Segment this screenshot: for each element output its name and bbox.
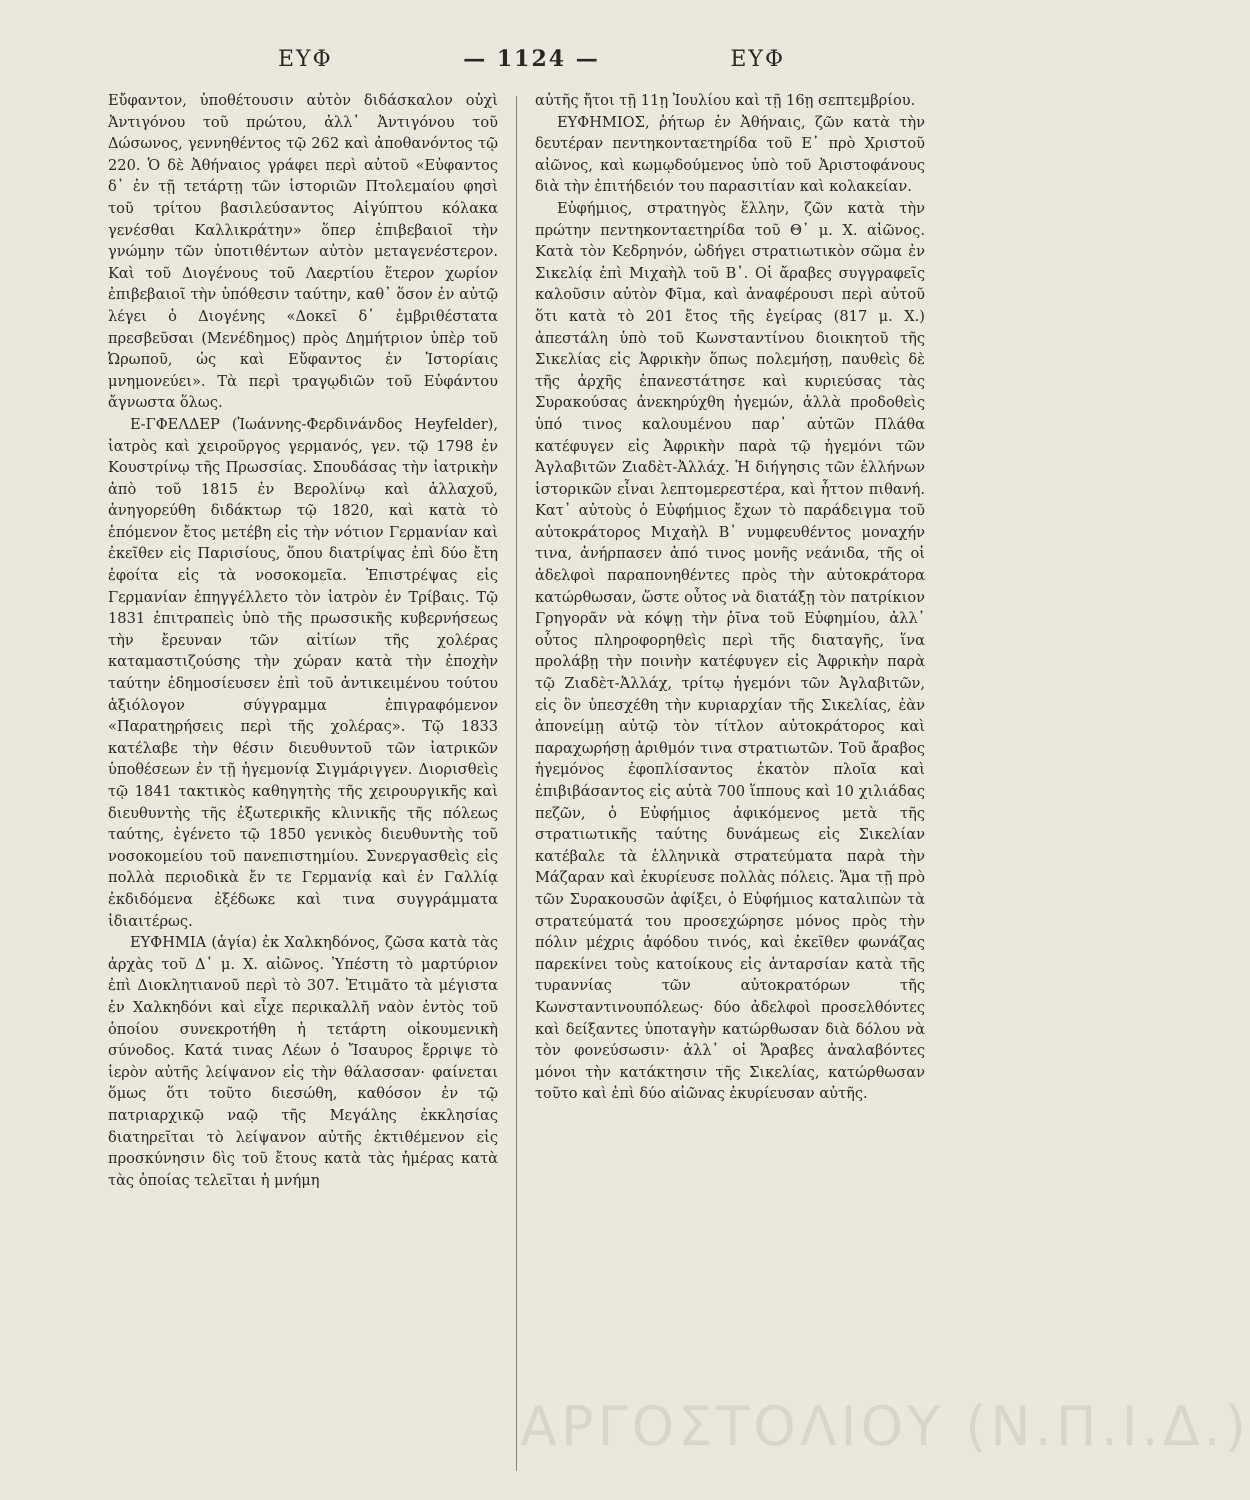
paragraph: Εὐφήμιος, στρατηγὸς ἕλλην, ζῶν κατὰ τὴν πρώτην πεντηκονταετηρίδα τοῦ Θ᾽ μ. Χ. αἰῶνος. Κατὰ τὸν Κεδρηνόν, ὡδήγει στρατιωτικὸν σῶμα ἐν Σικελίᾳ ἐπὶ Μιχαὴλ τοῦ Β᾽. Οἱ ἄραβες συγγραφεῖς καλοῦσιν αὐτὸν Φῖμα, καὶ ἀναφέρουσι περὶ αὐτοῦ ὅτι κατὰ τὸ 201 ἔτος τῆς ἐγείρας (817 μ. Χ.) ἀπεστάλη ὑπὸ τοῦ Κωνσταντίνου διοικητοῦ τῆς Σικελίας εἰς Ἀφρικὴν ὅπως πολεμήσῃ, παυθεὶς δὲ τῆς ἀρχῆς ἐπανεστάτησε καὶ κυριεύσας τὰς Συρακούσας ἀνεκηρύχθη ἡγεμών, ἀλλὰ προδοθεὶς ὑπό τινος καλουμένου παρ᾽ αὐτῶν Πλάθα κατέφυγεν εἰς Ἀφρικὴν παρὰ τῷ ἡγεμόνι τῶν Ἀγλαβιτῶν Ζιαδὲτ-Ἀλλάχ. Ἡ διήγησις τῶν ἑλλήνων ἱστορικῶν εἶναι λεπτομερεστέρα, καὶ ἧττον πιθανή. Κατ᾽ αὐτοὺς ὁ Εὐφήμιος ἔχων τὸ παράδειγμα τοῦ αὐτοκράτορος Μιχαὴλ Β᾽ νυμφευθέντος μοναχήν τινα, ἀνήρπασεν ἀπό τινος μονῆς νεάνιδα, τῆς οἱ ἀδελφοὶ παραπονηθέντες πρὸς τὴν αὐτοκράτορα κατώρθωσαν, ὥστε οὗτος νὰ διατάξῃ τὸν πατρίκιον Γρηγορᾶν νὰ κόψῃ τὴν ῥῖνα τοῦ Εὐφημίου, ἀλλ᾽ οὗτος πληροφορηθεὶς περὶ τῆς διαταγῆς, ἵνα προλάβῃ τὴν ποινὴν κατέφυγεν εἰς Ἀφρικὴν παρὰ τῷ Ζιαδὲτ-Ἀλλάχ, τρίτῳ ἡγεμόνι τῶν Ἀγλαβιτῶν, εἰς ὃν ὑπεσχέθη τὴν κυριαρχίαν τῆς Σικελίας, ἐὰν ἀπονείμῃ αὐτῷ τὸν τίτλον αὐτοκράτορος καὶ παραχωρήσῃ ἀριθμόν τινα στρατιωτῶν. Τοῦ ἄραβος ἡγεμόνος ἐφοπλίσαντος ἑκατὸν πλοῖα καὶ ἐπιβιβάσαντος εἰς αὐτὰ 700 ἵππους καὶ 10 χιλιάδας πεζῶν, ὁ Εὐφήμιος ἀφικόμενος μετὰ τῆς στρατιωτικῆς ταύτης δυνάμεως εἰς Σικελίαν κατέβαλε τὰ ἑλληνικὰ στρατεύματα παρὰ τὴν Μάζαραν καὶ ἐκυρίευσε πολλὰς πόλεις. Ἅμα τῇ πρὸ τῶν Συρακουσῶν ἀφίξει, ὁ Εὐφήμιος καταλιπὼν τὰ στρατεύματά του προσεχώρησε μόνος πρὸς τὴν πόλιν μέχρις ἀφόδου τινός, καὶ ἐκεῖθεν φωνάζας παρεκίνει τοὺς κατοίκους εἰς ἀνταρσίαν κατὰ τῆς τυραννίας τῶν αὐτοκρατόρων τῆς Κωνσταντινουπόλεως· δύο ἀδελφοὶ προσελθόντες καὶ δείξαντες ὑποταγὴν κατώρθωσαν διὰ δόλου νὰ τὸν φονεύσωσιν· ἀλλ᾽ οἱ Ἄραβες ἀναλαβόντες μόνοι τὴν κατάκτησιν τῆς Σικελίας, κατώρθωσαν τοῦτο καὶ ἐπὶ δύο αἰῶνας ἐκυρίευσαν αὐτῆς. [534, 199, 925, 1103]
paragraph: αὐτῆς ἤτοι τῇ 11ῃ Ἰουλίου καὶ τῇ 16ῃ σεπτεμβρίου. [534, 92, 916, 109]
library-watermark: ΑΡΓΟΣΤΟΛΙΟΥ (Ν.Π.Ι.Δ.) [520, 1395, 1250, 1458]
right-column [535, 90, 925, 1480]
paragraph: Ε-ΓΦΕΛΔΕΡ (Ἰωάννης-Φερδινάνδος Heyfelder), ἰατρὸς καὶ χειροῦργος γερμανός, γεν. τῷ 1798 ἐν Κουστρίνῳ τῆς Πρωσσίας. Σπουδάσας τὴν ἰατρικὴν ἀπὸ τοῦ 1815 ἐν Βερολίνῳ καὶ ἀλλαχοῦ, ἀνηγορεύθη διδάκτωρ τῷ 1820, καὶ κατὰ τὸ ἑπόμενον ἔτος μετέβη εἰς τὴν νότιον Γερμανίαν καὶ ἐκεῖθεν εἰς Παρισίους, ὅπου διατρίψας ἐπὶ δύο ἔτη ἐφοίτα εἰς τὰ νοσοκομεῖα. Ἐπιστρέψας εἰς Γερμανίαν ἐπηγγέλλετο τὸν ἰατρὸν ἐν Τρίβαις. Τῷ 1831 ἐπιτραπεὶς ὑπὸ τῆς πρωσσικῆς κυβερνήσεως τὴν ἔρευναν τῶν αἰτίων τῆς χολέρας καταμαστιζούσης τὴν χώραν κατὰ τὴν ἐποχὴν ταύτην ἐδημοσίευσεν ἐπὶ τοῦ ἀντικειμένου τούτου ἀξιόλογον σύγγραμμα ἐπιγραφόμενον «Παρατηρήσεις περὶ τῆς χολέρας». Τῷ 1833 κατέλαβε τὴν θέσιν διευθυντοῦ τῶν ἰατρικῶν ὑποθέσεων ἐν τῇ ἡγεμονίᾳ Σιγμάριγγεν. Διορισθεὶς τῷ 1841 τακτικὸς καθηγητὴς τῆς χειρουργικῆς καὶ διευθυντὴς τῆς ἐξωτερικῆς κλινικῆς τῆς πόλεως ταύτης, ἐγένετο τῷ 1850 γενικὸς διευθυντὴς τοῦ νοσοκομείου τοῦ πανεπιστημίου. Συνεργασθεὶς εἰς πολλὰ περιοδικὰ ἔν τε Γερμανίᾳ καὶ ἐν Γαλλίᾳ ἐκδιδόμενα ἐξέδωκε καὶ τινα συγγράμματα ἰδιαιτέρως. [108, 415, 499, 930]
page-number: — 1124 — [463, 46, 600, 72]
header-right: ΕΥΦ [730, 47, 785, 72]
header-left: ΕΥΦ [278, 47, 333, 72]
paragraph: ΕΥΦΗΜΙΟΣ, ῥήτωρ ἐν Ἀθήναις, ζῶν κατὰ τὴν δευτέραν πεντηκονταετηρίδα τοῦ Ε᾽ πρὸ Χριστοῦ αἰῶνος, καὶ κωμῳδούμενος ὑπὸ τοῦ Ἀριστοφάνους διὰ τὴν ἐπιτήδειόν του παρασιτίαν καὶ κολακείαν. [534, 113, 925, 196]
paragraph: Εὔφαντον, ὑποθέτουσιν αὐτὸν διδάσκαλον οὐχὶ Ἀντιγόνου τοῦ πρώτου, ἀλλ᾽ Ἀντιγόνου τοῦ Δώσωνος, γεννηθέντος τῷ 262 καὶ ἀποθανόντος τῷ 220. Ὁ δὲ Ἀθήναιος γράφει περὶ αὐτοῦ «Εὐφαντος δ᾽ ἐν τῇ τετάρτῃ τῶν ἱστοριῶν Πτολεμαίου φησὶ τοῦ τρίτου βασιλεύσαντος Αἰγύπτου κόλακα γενέσθαι Καλλικράτην» ὅπερ ἐπιβεβαιοῖ τὴν γνώμην τῶν ὑποτιθέντων αὐτὸν μεταγενέστερον. Καὶ τοῦ Διογένους τοῦ Λαερτίου ἕτερον χωρίον ἐπιβεβαιοῖ τὴν ὑπόθεσιν ταύτην, καθ᾽ ὅσον ἐν αὐτῷ λέγει ὁ Διογένης «Δοκεῖ δ᾽ ἐμβριθέστατα πρεσβεῦσαι (Μενέδημος) πρὸς Δημήτριον ὑπὲρ τοῦ Ὠρωποῦ, ὡς καὶ Εὔφαντος ἐν Ἱστορίαις μνημονεύει». Τὰ περὶ τραγῳδιῶν τοῦ Εὐφάντου ἄγνωστα ὅλως. [108, 92, 499, 412]
text-columns [108, 90, 925, 1480]
paragraph: ΕΥΦΗΜΙΑ (ἁγία) ἐκ Χαλκηδόνος, ζῶσα κατὰ τὰς ἀρχὰς τοῦ Δ᾽ μ. Χ. αἰῶνος. Ὑπέστη τὸ μαρτύριον ἐπὶ Διοκλητιανοῦ περὶ τὸ 307. Ἐτιμᾶτο τὰ μέγιστα ἐν Χαλκηδόνι καὶ εἶχε περικαλλῆ ναὸν ἐντὸς τοῦ ὁποίου συνεκροτήθη ἡ τετάρτη οἰκουμενικὴ σύνοδος. Κατά τινας Λέων ὁ Ἴσαυρος ἔρριψε τὸ ἱερὸν αὐτῆς λείψανον εἰς τὴν θάλασσαν· φαίνεται ὅμως ὅτι τοῦτο διεσώθη, καθόσον ἐν τῷ πατριαρχικῷ ναῷ τῆς Μεγάλης ἐκκλησίας διατηρεῖται τὸ λείψανον αὐτῆς ἐκτιθέμενον εἰς προσκύνησιν δὶς τοῦ ἔτους κατὰ τὰς ἡμέρας κατὰ τὰς ὁποίας τελεῖται ἡ μνήμη [108, 934, 499, 1189]
left-column [108, 90, 498, 1480]
running-header [108, 46, 925, 86]
column-divider [516, 96, 517, 1471]
